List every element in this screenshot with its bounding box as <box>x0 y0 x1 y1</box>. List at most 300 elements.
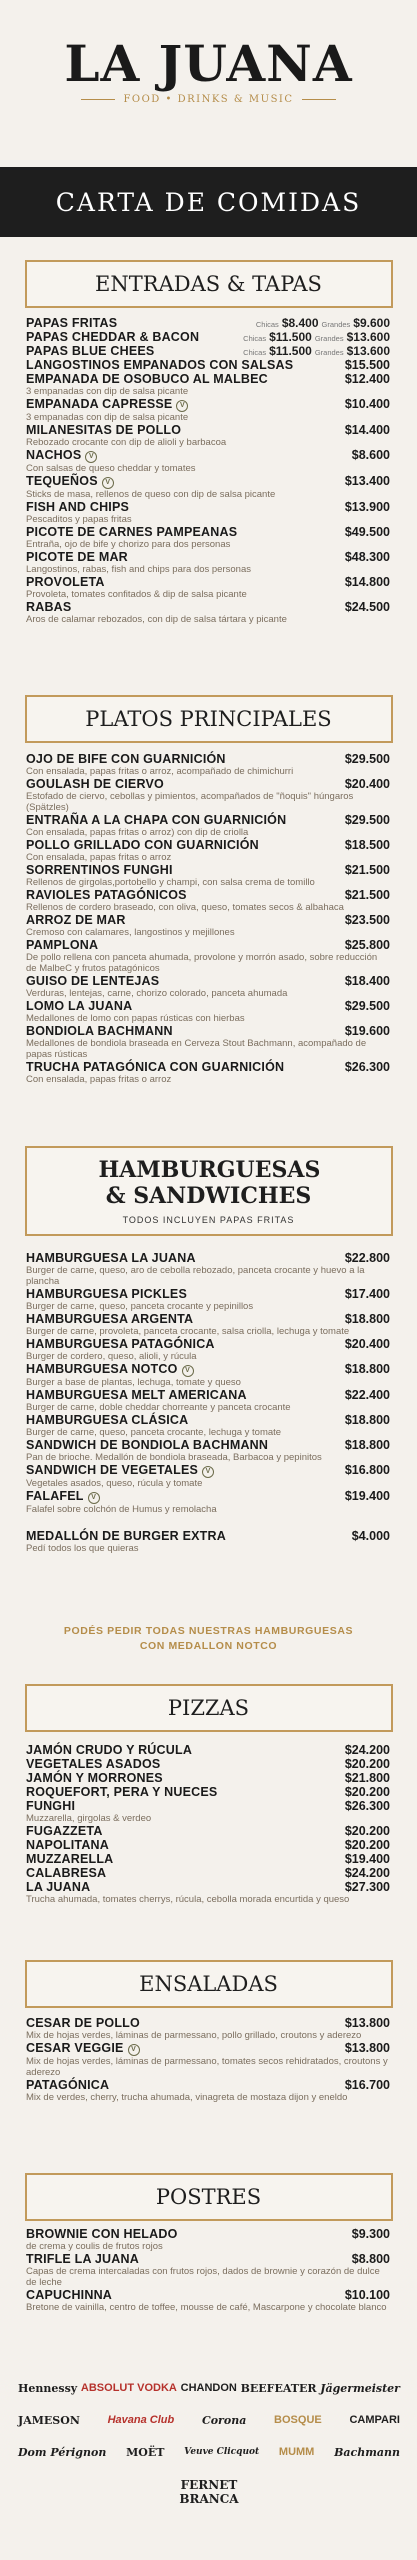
logo-jameson: JAMESON <box>18 2413 80 2427</box>
item-name <box>26 1757 160 1771</box>
menu-item-row <box>26 1489 390 1504</box>
menu-section <box>0 260 417 308</box>
item-description: Aros de calamar rebozados, con dip de salsa tártara y picante <box>26 614 287 625</box>
item-price: $23.500 <box>344 913 390 927</box>
item-name <box>26 1852 113 1866</box>
item-name <box>26 838 259 852</box>
item-price: $24.500 <box>344 600 390 614</box>
item-name-text: PAPAS CHEDDAR & BACON <box>26 330 200 344</box>
item-name <box>26 1251 196 1265</box>
item-price: $20.400 <box>344 1337 390 1351</box>
item-description: Vegetales asados, queso, rúcula y tomate <box>26 1478 203 1489</box>
menu-item <box>26 1413 390 1438</box>
item-name <box>26 938 98 952</box>
menu-item-row <box>26 752 390 766</box>
item-description: Verduras, lentejas, carne, chorizo colorado, panceta ahumada <box>26 988 288 999</box>
item-name-text: POLLO GRILLADO CON GUARNICIÓN <box>26 838 259 852</box>
menu-item-list <box>26 1251 390 1554</box>
menu-item-row <box>26 1312 390 1326</box>
item-name-text: TRIFLE LA JUANA <box>26 2252 139 2266</box>
item-description: Burger de carne, doble cheddar chorreante y panceta crocante <box>26 1402 291 1413</box>
section-header <box>25 695 393 743</box>
item-name-text: ARROZ DE MAR <box>26 913 126 927</box>
size-label: Grandes <box>314 348 344 357</box>
item-name-text: GUISO DE LENTEJAS <box>26 974 160 988</box>
item-name-text: RABAS <box>26 600 72 614</box>
menu-item-row <box>26 575 390 589</box>
item-description: Estofado de ciervo, cebollas y pimientos, acompañados de "ñoquis" húngaros (Spätzles) <box>26 791 354 813</box>
item-description: Trucha ahumada, tomates cherrys, rúcula, cebolla morada encurtida y queso <box>26 1894 350 1905</box>
item-name-text: HAMBURGUESA PICKLES <box>26 1287 187 1301</box>
logo-absolut: ABSOLUT VODKA <box>80 2382 177 2394</box>
menu-title: CARTA DE COMIDAS <box>55 187 362 217</box>
logo-veuve-clicquot: Veuve Clicquot <box>184 2447 260 2457</box>
logo-hennessy: Hennessy <box>18 2381 78 2395</box>
size-label: Chicas <box>255 320 279 329</box>
item-description: Cremoso con calamares, langostinos y mejillones <box>26 927 235 938</box>
menu-item-row <box>26 1824 390 1838</box>
item-name-text: HAMBURGUESA LA JUANA <box>26 1251 196 1265</box>
item-description: Mix de hojas verdes, láminas de parmessano, tomates secos rehidratados, croutons y aderezo <box>26 2056 388 2078</box>
brand-header <box>0 0 417 135</box>
item-name <box>26 974 159 988</box>
item-name-text: LANGOSTINOS EMPANADOS CON SALSAS <box>26 358 294 372</box>
logo-moet: MOËT <box>126 2445 165 2459</box>
menu-item <box>26 500 390 525</box>
menu-item-row <box>26 1362 390 1377</box>
menu-item-row <box>26 974 390 988</box>
menu-item <box>26 600 390 625</box>
item-name-text: CALABRESA <box>26 1866 107 1880</box>
logo-dom-perignon: Dom Pérignon <box>18 2445 107 2459</box>
item-name <box>26 358 293 372</box>
menu-item <box>26 1312 390 1337</box>
item-name <box>26 1362 194 1377</box>
item-price: $29.500 <box>344 999 390 1013</box>
menu-item-row <box>26 999 390 1013</box>
item-description: Burger a base de plantas, lechuga, tomate y queso <box>26 1377 241 1388</box>
item-name <box>26 1799 75 1813</box>
item-description: Burger de carne, queso, panceta crocante, lechuga y tomate <box>26 1427 282 1438</box>
menu-item <box>26 2041 390 2078</box>
menu-item-row <box>26 1757 390 1771</box>
item-name-text: PICOTE DE MAR <box>26 550 128 564</box>
menu-item <box>26 813 390 838</box>
menu-item-row <box>26 1463 390 1478</box>
menu-item-row <box>26 1838 390 1852</box>
menu-item-row <box>26 1287 390 1301</box>
logo-havana-club: Havana Club <box>107 2414 175 2426</box>
size-label: Chicas <box>243 334 267 343</box>
menu-item <box>26 1438 390 1463</box>
section-title: PLATOS PRINCIPALES <box>85 707 332 731</box>
item-description: Langostinos, rabas, fish and chips para dos personas <box>26 564 251 575</box>
item-name <box>26 1743 192 1757</box>
item-name-text: CAPUCHINNA <box>26 2288 113 2302</box>
item-name <box>26 1388 247 1402</box>
item-name-text: SANDWICH DE BONDIOLA BACHMANN <box>26 1438 269 1452</box>
menu-item-row <box>26 525 390 539</box>
menu-item <box>26 777 390 813</box>
menu-item-row <box>26 863 390 877</box>
section-header <box>25 1684 393 1732</box>
item-price: $19.400 <box>344 1852 390 1866</box>
item-name <box>26 913 126 927</box>
item-name <box>26 1880 90 1894</box>
item-description: Rellenos de cordero braseado, con oliva, queso, tomates secos & albahaca <box>26 902 344 913</box>
item-name-text: HAMBURGUESA PATAGÓNICA <box>26 1337 215 1351</box>
menu-item <box>26 1337 390 1362</box>
item-name-text: LOMO LA JUANA <box>26 999 133 1013</box>
menu-item <box>26 344 390 358</box>
item-price: $20.200 <box>344 1838 390 1852</box>
size-label: Grandes <box>314 334 344 343</box>
menu-item-list <box>26 316 390 625</box>
menu-item <box>26 1852 390 1866</box>
menu-item <box>26 525 390 550</box>
menu-item <box>26 1388 390 1413</box>
item-price: $19.400 <box>344 1489 390 1503</box>
item-name <box>26 2078 109 2092</box>
item-name <box>26 500 129 514</box>
item-description: Burger de carne, provoleta, panceta crocante, salsa criolla, lechuga y tomate <box>26 1326 350 1337</box>
item-name <box>26 1785 217 1799</box>
menu-item-row <box>26 1799 390 1813</box>
menu-item-row <box>26 2252 390 2266</box>
item-name <box>26 330 199 344</box>
menu-item <box>26 372 390 397</box>
notco-promo <box>0 1624 417 1654</box>
section-title: HAMBURGUESAS & SANDWICHES <box>98 1157 321 1209</box>
item-name-text: PAMPLONA <box>26 938 99 952</box>
menu-item <box>26 999 390 1024</box>
item-description: Con ensalada, papas fritas o arroz) con dip de criolla <box>26 827 249 838</box>
item-description: Burger de carne, queso, panceta crocante y pepinillos <box>26 1301 254 1312</box>
menu-item <box>26 1880 390 1905</box>
menu-item <box>26 888 390 913</box>
item-name-text: HAMBURGUESA NOTCO <box>26 1362 178 1376</box>
item-description: Medallones de bondiola braseada en Cerveza Stout Bachmann, acompañado de papas rústicas <box>26 1038 367 1060</box>
item-price: $13.800 <box>344 2016 390 2030</box>
item-description: Mix de hojas verdes, láminas de parmessano, pollo grillado, croutons y aderezo <box>26 2030 362 2041</box>
item-name <box>26 863 173 877</box>
menu-item <box>26 1463 390 1489</box>
menu-item <box>26 1251 390 1287</box>
item-name-text: CESAR DE POLLO <box>26 2016 140 2030</box>
item-price: $24.200 <box>344 1866 390 1880</box>
item-description: Burger de cordero, queso, alioli, y rúcula <box>26 1351 197 1362</box>
item-price: $18.500 <box>344 838 390 852</box>
section-header <box>25 1146 393 1236</box>
item-name <box>26 344 154 358</box>
item-price: $8.800 <box>351 2252 390 2266</box>
menu-item <box>26 1024 390 1060</box>
item-price: $22.400 <box>344 1388 390 1402</box>
logo-corona: Corona <box>201 2413 247 2427</box>
item-name <box>26 423 181 437</box>
menu-item-row <box>26 397 390 412</box>
item-name-text: LA JUANA <box>26 1880 91 1894</box>
menu-item <box>26 448 390 474</box>
size-label: Grandes <box>321 320 351 329</box>
item-price: $13.800 <box>344 2041 390 2055</box>
divider <box>81 99 115 100</box>
item-name-text: FALAFEL <box>26 1489 84 1503</box>
menu-section <box>0 1146 417 1236</box>
item-name-text: EMPANADA DE OSOBUCO AL MALBEC <box>26 372 268 386</box>
item-description: Bretone de vainilla, centro de toffee, mousse de café, Mascarpone y chocolate blanco <box>26 2302 387 2313</box>
item-name <box>26 575 105 589</box>
item-description: Provoleta, tomates confitados & dip de salsa picante <box>26 589 247 600</box>
item-name <box>26 2016 140 2030</box>
size-price: $13.600 <box>346 330 390 344</box>
section-title: POSTRES <box>155 2185 262 2209</box>
menu-item-row <box>26 1060 390 1074</box>
item-name-text: OJO DE BIFE CON GUARNICIÓN <box>26 752 226 766</box>
item-description: Con ensalada, papas fritas o arroz, acompañado de chimichurri <box>26 766 294 777</box>
item-description: Burger de carne, queso, aro de cebolla rebozado, panceta crocante y huevo a la plancha <box>26 1265 365 1287</box>
item-price: $20.200 <box>344 1824 390 1838</box>
menu-item <box>26 913 390 938</box>
item-name-text: PATAGÓNICA <box>26 2078 110 2092</box>
menu-item-row <box>26 913 390 927</box>
item-price: $29.500 <box>344 752 390 766</box>
item-name-text: PICOTE DE CARNES PAMPEANAS <box>26 525 238 539</box>
item-name-text: ENTRAÑA A LA CHAPA CON GUARNICIÓN <box>26 813 287 827</box>
item-name <box>26 777 164 791</box>
item-price: $22.800 <box>344 1251 390 1265</box>
item-name <box>26 1866 106 1880</box>
item-price: $21.500 <box>344 863 390 877</box>
item-price: $20.400 <box>344 777 390 791</box>
item-description: Con salsas de queso cheddar y tomates <box>26 463 196 474</box>
promo-line: PODÉS PEDIR TODAS NUESTRAS HAMBURGUESAS <box>63 1625 354 1637</box>
menu-item <box>26 863 390 888</box>
logo-jagermeister: Jägermeister <box>320 2381 400 2395</box>
menu-section <box>0 1684 417 1732</box>
item-price: $4.000 <box>351 1529 390 1543</box>
item-name <box>26 1838 109 1852</box>
menu-item <box>26 2078 390 2103</box>
item-name <box>26 2041 140 2056</box>
menu-item <box>26 1529 390 1554</box>
menu-item-row <box>26 2288 390 2302</box>
menu-item <box>26 938 390 974</box>
menu-item <box>26 358 390 372</box>
item-name <box>26 316 117 330</box>
item-name <box>26 525 237 539</box>
menu-section <box>0 695 417 743</box>
item-price: $10.100 <box>344 2288 390 2302</box>
logo-bosque: BOSQUE <box>274 2414 322 2426</box>
item-name <box>26 888 187 902</box>
item-name <box>26 448 97 463</box>
vegetarian-icon: V <box>88 1492 100 1504</box>
item-name <box>26 474 114 489</box>
item-size-prices <box>243 330 390 344</box>
menu-item <box>26 1838 390 1852</box>
menu-item-row <box>26 550 390 564</box>
menu-item-row <box>26 2016 390 2030</box>
logo-fernet-branca: FERNET BRANCA <box>179 2478 239 2506</box>
menu-item-row <box>26 1024 390 1038</box>
menu-item-row <box>26 813 390 827</box>
menu-item <box>26 838 390 863</box>
item-name <box>26 1287 187 1301</box>
vegetarian-icon: V <box>182 1365 194 1377</box>
item-description: 3 empanadas con dip de salsa picante <box>26 386 189 397</box>
item-name <box>26 1024 173 1038</box>
size-price: $13.600 <box>346 344 390 358</box>
menu-item <box>26 575 390 600</box>
item-description: Rebozado crocante con dip de alioli y barbacoa <box>26 437 227 448</box>
item-name-text: SORRENTINOS FUNGHI <box>26 863 173 877</box>
item-name <box>26 1771 163 1785</box>
menu-item-list <box>26 1743 390 1905</box>
item-description: Medallones de lomo con papas rústicas con hierbas <box>26 1013 245 1024</box>
menu-item <box>26 1771 390 1785</box>
item-price: $10.400 <box>344 397 390 411</box>
size-price: $11.500 <box>269 330 312 344</box>
menu-item-row <box>26 600 390 614</box>
item-description: Con ensalada, papas fritas o arroz <box>26 1074 172 1085</box>
item-size-prices <box>243 344 390 358</box>
item-price: $13.900 <box>344 500 390 514</box>
menu-item-row <box>26 1438 390 1452</box>
menu-item <box>26 1743 390 1757</box>
menu-item-list <box>26 2016 390 2103</box>
item-name-text: MILANESITAS DE POLLO <box>26 423 182 437</box>
menu-item-list <box>26 752 390 1085</box>
item-price: $16.700 <box>344 2078 390 2092</box>
item-name <box>26 372 268 386</box>
menu-item <box>26 2288 390 2313</box>
item-price: $18.400 <box>344 974 390 988</box>
item-description: de crema y coulis de frutos rojos <box>26 2241 163 2252</box>
menu-item-row <box>26 423 390 437</box>
menu-item <box>26 2252 390 2288</box>
item-price: $18.800 <box>344 1312 390 1326</box>
item-name <box>26 1489 100 1504</box>
menu-item <box>26 2227 390 2252</box>
item-name-text: SANDWICH DE VEGETALES <box>26 1463 199 1477</box>
item-name-text: NAPOLITANA <box>26 1838 110 1852</box>
item-price: $21.500 <box>344 888 390 902</box>
menu-section <box>0 2173 417 2221</box>
logo-chandon: CHANDON <box>180 2382 237 2394</box>
item-price: $15.500 <box>344 358 390 372</box>
item-description: Entraña, ojo de bife y chorizo para dos personas <box>26 539 231 550</box>
vegetarian-icon: V <box>128 2044 140 2056</box>
item-name-text: MUZZARELLA <box>26 1852 114 1866</box>
menu-item <box>26 1866 390 1880</box>
size-label: Chicas <box>243 348 267 357</box>
item-name <box>26 600 71 614</box>
menu-item-row <box>26 1785 390 1799</box>
item-price: $21.800 <box>344 1771 390 1785</box>
item-description: 3 empanadas con dip de salsa picante <box>26 412 189 423</box>
menu-item-row <box>26 358 390 372</box>
item-price: $19.600 <box>344 1024 390 1038</box>
item-name <box>26 2288 112 2302</box>
item-price: $29.500 <box>344 813 390 827</box>
item-name-text: JAMÓN CRUDO Y RÚCULA <box>26 1743 193 1757</box>
logo-campari: CAMPARI <box>349 2414 400 2426</box>
item-name <box>26 999 132 1013</box>
item-name-text: TRUCHA PATAGÓNICA CON GUARNICIÓN <box>26 1060 285 1074</box>
item-name <box>26 1438 268 1452</box>
section-header <box>25 2173 393 2221</box>
item-name-text: HAMBURGUESA MELT AMERICANA <box>26 1388 247 1402</box>
menu-item-row <box>26 344 390 358</box>
menu-item <box>26 1799 390 1824</box>
item-name-text: MEDALLÓN DE BURGER EXTRA <box>26 1529 226 1543</box>
logo-bachmann: Bachmann <box>334 2445 400 2459</box>
menu-item <box>26 2016 390 2041</box>
item-price: $16.800 <box>344 1463 390 1477</box>
vegetarian-icon: V <box>202 1466 214 1478</box>
item-name <box>26 1824 103 1838</box>
item-description: Rellenos de girgolas,portobello y champi, con salsa crema de tomillo <box>26 877 315 888</box>
size-price: $9.600 <box>353 316 390 330</box>
menu-item-row <box>26 1866 390 1880</box>
item-description: Pan de brioche. Medallón de bondiola braseada, Barbacoa y pepinitos <box>26 1452 322 1463</box>
item-description: De pollo rellena con panceta ahumada, provolone y morrón asado, sobre reducción de MalbeC y frutos patagónicos <box>26 952 378 974</box>
item-name <box>26 1060 284 1074</box>
menu-item <box>26 550 390 575</box>
item-name-text: VEGETALES ASADOS <box>26 1757 161 1771</box>
item-name-text: EMPANADA CAPRESSE <box>26 397 173 411</box>
menu-item-row <box>26 448 390 463</box>
section-header <box>25 260 393 308</box>
menu-item <box>26 474 390 500</box>
menu-item <box>26 1824 390 1838</box>
item-price: $13.400 <box>344 474 390 488</box>
item-description: Capas de crema intercaladas con frutos rojos, dados de brownie y corazón de dulce de leche <box>26 2266 380 2288</box>
item-name <box>26 1312 193 1326</box>
menu-item-row <box>26 2041 390 2056</box>
menu-item-list <box>26 2227 390 2313</box>
item-name-text: BONDIOLA BACHMANN <box>26 1024 173 1038</box>
menu-item-row <box>26 1880 390 1894</box>
menu-item <box>26 1489 390 1515</box>
item-name-text: FUNGHI <box>26 1799 76 1813</box>
vegetarian-icon: V <box>85 451 97 463</box>
section-title: ENSALADAS <box>139 1972 278 1996</box>
menu-item <box>26 330 390 344</box>
menu-item-row <box>26 1743 390 1757</box>
menu-banner <box>0 167 417 237</box>
item-name-text: PROVOLETA <box>26 575 105 589</box>
item-name-text: HAMBURGUESA ARGENTA <box>26 1312 194 1326</box>
menu-item-row <box>26 1251 390 1265</box>
item-price: $8.600 <box>351 448 390 462</box>
vegetarian-icon: V <box>176 400 188 412</box>
menu-item <box>26 316 390 330</box>
menu-item <box>26 1757 390 1771</box>
menu-item-row <box>26 888 390 902</box>
divider <box>302 99 336 100</box>
size-price: $8.400 <box>281 316 319 330</box>
menu-item-row <box>26 1771 390 1785</box>
menu-item <box>26 974 390 999</box>
menu-item <box>26 752 390 777</box>
menu-item-row <box>26 330 390 344</box>
menu-item <box>26 1287 390 1312</box>
section-header <box>25 1960 393 2008</box>
item-price: $14.400 <box>344 423 390 437</box>
item-description: Pedí todos los que quieras <box>26 1543 139 1554</box>
